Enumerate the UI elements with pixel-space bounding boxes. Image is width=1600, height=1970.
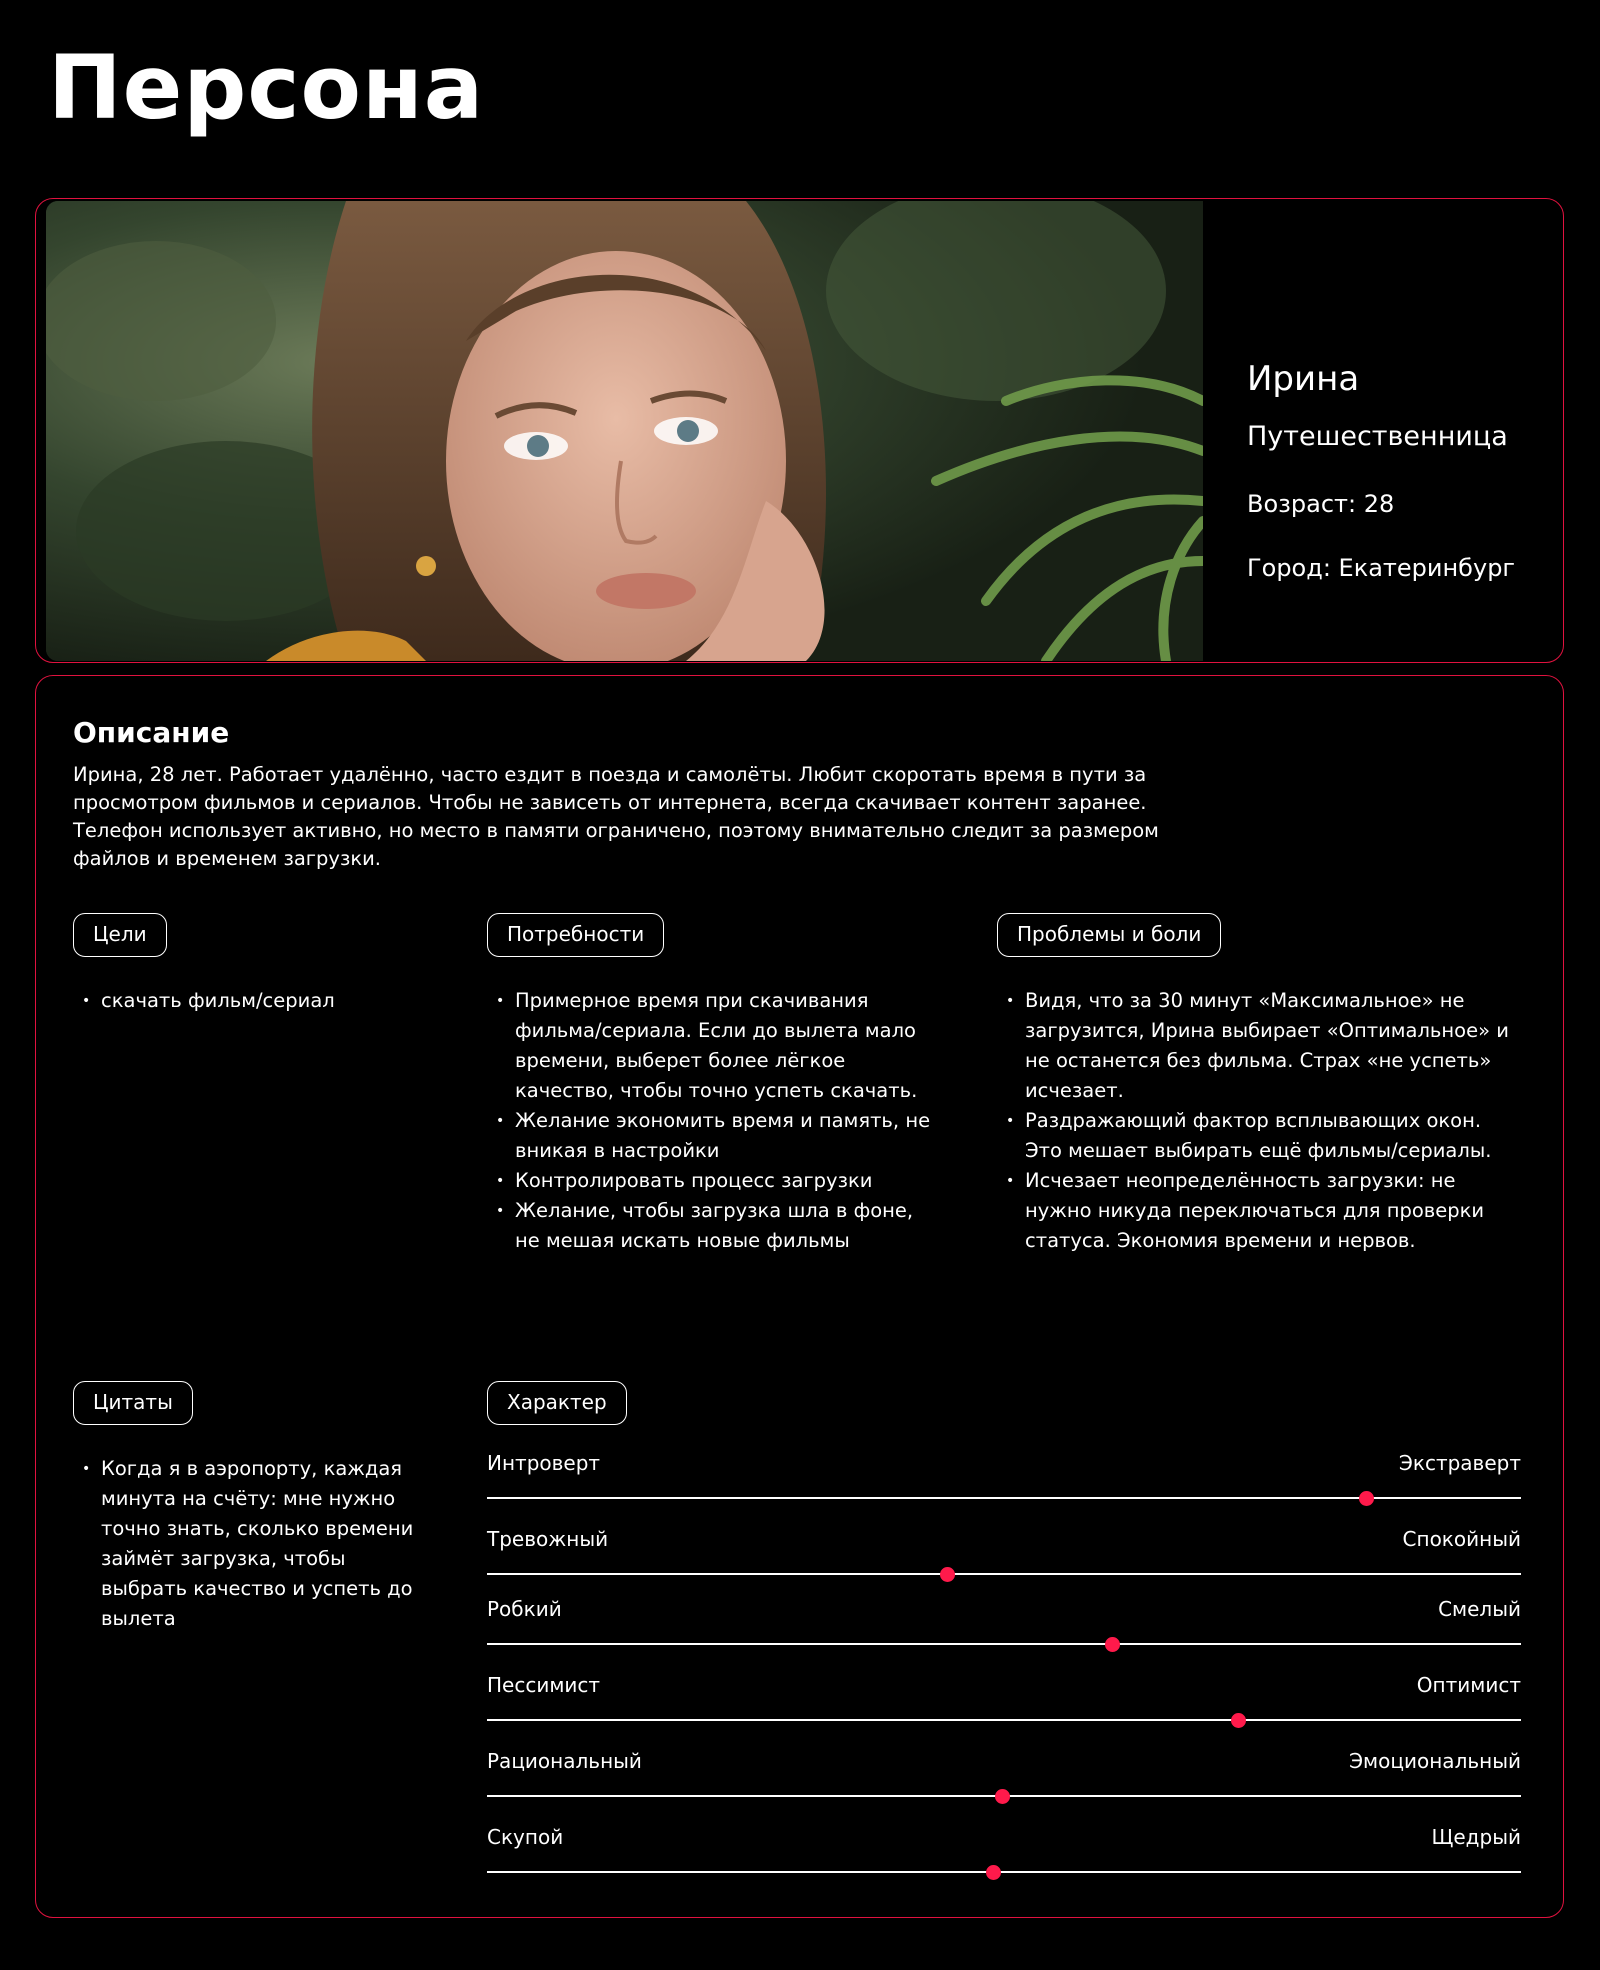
- persona-details-card: [35, 675, 1564, 1918]
- list-item: • скачать фильм/сериал: [73, 986, 423, 1016]
- persona-role: Путешественница: [1247, 421, 1508, 452]
- trait-track: [487, 1573, 1521, 1575]
- trait-row: [487, 1527, 1521, 1587]
- list-item: • Раздражающий фактор всплывающих окон. Это мешает выбирать ещё фильмы/сериалы.: [997, 1106, 1517, 1166]
- list-item: • Примерное время при скачивания фильма/сериала. Если до вылета мало времени, выберет более лёгкое качество, чтобы точно успеть скачать.: [487, 986, 937, 1106]
- persona-city: Город: Екатеринбург: [1247, 554, 1516, 582]
- persona-card: [35, 198, 1564, 663]
- trait-marker: [940, 1567, 955, 1582]
- trait-row: [487, 1825, 1521, 1885]
- pains-pill: Проблемы и боли: [997, 913, 1221, 957]
- quotes-pill: Цитаты: [73, 1381, 193, 1425]
- list-item: • Исчезает неопределённость загрузки: не нужно никуда переключаться для проверки статуса. Экономия времени и нервов.: [997, 1166, 1517, 1256]
- pains-list: [997, 986, 1517, 1256]
- list-item: • Видя, что за 30 минут «Максимальное» не загрузится, Ирина выбирает «Оптимальное» и не останется без фильма. Страх «не успеть» исчезает.: [997, 986, 1517, 1106]
- description-title: Описание: [73, 716, 230, 749]
- trait-marker: [995, 1789, 1010, 1804]
- persona-photo: [46, 201, 1203, 661]
- needs-pill: Потребности: [487, 913, 664, 957]
- list-item: • Желание экономить время и память, не вникая в настройки: [487, 1106, 937, 1166]
- quote-item: • Когда я в аэропорту, каждая минута на счёту: мне нужно точно знать, сколько времени займёт загрузка, чтобы выбрать качество и успеть до вылета: [73, 1454, 418, 1634]
- trait-marker: [1105, 1637, 1120, 1652]
- trait-right-label: Щедрый: [1431, 1825, 1521, 1849]
- trait-left-label: Робкий: [487, 1597, 562, 1621]
- trait-left-label: Интроверт: [487, 1451, 601, 1475]
- trait-left-label: Рациональный: [487, 1749, 642, 1773]
- list-item: • Контролировать процесс загрузки: [487, 1166, 937, 1196]
- trait-row: [487, 1673, 1521, 1733]
- trait-row: [487, 1451, 1521, 1511]
- trait-row: [487, 1597, 1521, 1657]
- trait-track: [487, 1719, 1521, 1721]
- persona-info: [1247, 359, 1547, 618]
- trait-left-label: Пессимист: [487, 1673, 601, 1697]
- list-item: • Желание, чтобы загрузка шла в фоне, не мешая искать новые фильмы: [487, 1196, 937, 1256]
- trait-row: [487, 1749, 1521, 1809]
- trait-track: [487, 1871, 1521, 1873]
- character-pill: Характер: [487, 1381, 627, 1425]
- trait-marker: [986, 1865, 1001, 1880]
- page-title: Персона: [48, 36, 485, 139]
- needs-list: [487, 986, 937, 1256]
- trait-right-label: Экстраверт: [1398, 1451, 1521, 1475]
- goals-pill: Цели: [73, 913, 167, 957]
- trait-track: [487, 1643, 1521, 1645]
- trait-right-label: Оптимист: [1416, 1673, 1521, 1697]
- trait-marker: [1231, 1713, 1246, 1728]
- persona-name: Ирина: [1247, 359, 1360, 399]
- trait-right-label: Эмоциональный: [1349, 1749, 1521, 1773]
- trait-right-label: Смелый: [1438, 1597, 1521, 1621]
- persona-age: Возраст: 28: [1247, 490, 1395, 518]
- trait-left-label: Скупой: [487, 1825, 564, 1849]
- quotes-list: [73, 1454, 418, 1634]
- trait-right-label: Спокойный: [1402, 1527, 1521, 1551]
- goals-list: [73, 986, 423, 1016]
- trait-marker: [1359, 1491, 1374, 1506]
- trait-left-label: Тревожный: [487, 1527, 609, 1551]
- description-text: Ирина, 28 лет. Работает удалённо, часто ездит в поезда и самолёты. Любит скоротать время в пути за просмотром фильмов и сериалов. Чтобы не зависеть от интернета, всегда скачивает контент заранее. Телефон использует активно, но место в памяти ограничено, поэтому внимательно следит за размером файлов и временем загрузки.: [73, 763, 1159, 870]
